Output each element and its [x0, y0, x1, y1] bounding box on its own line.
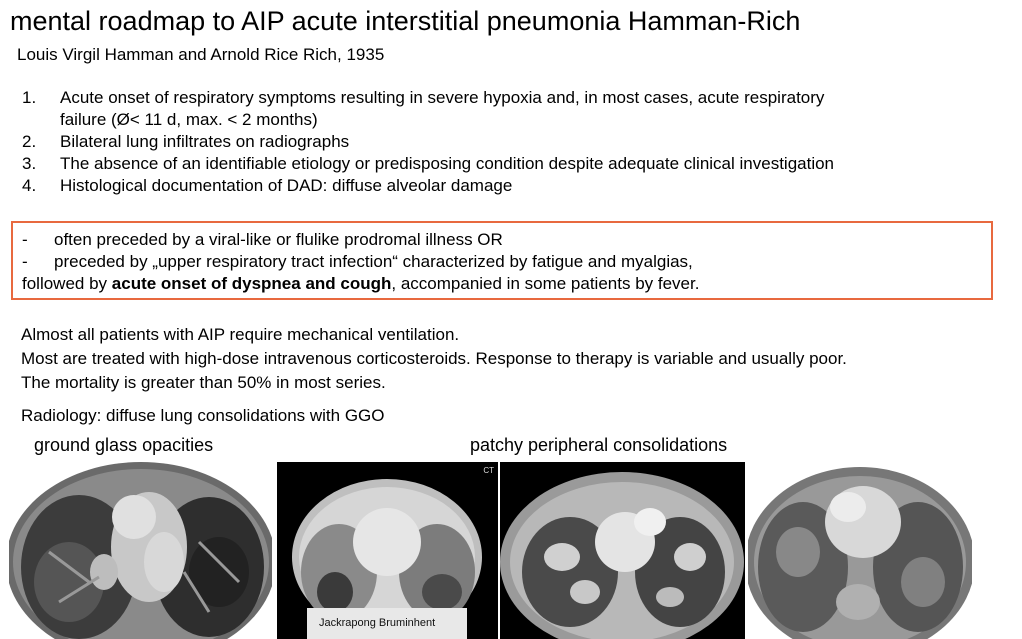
ct-image-diffuse-opacities — [748, 462, 972, 639]
ct-scan-graphic — [9, 462, 272, 639]
paragraph-line: Most are treated with high-dose intravenous corticosteroids. Response to therapy is variable and usually poor. — [21, 349, 847, 368]
list-number: 3. — [22, 154, 37, 173]
list-item — [22, 153, 834, 175]
dash-marker: - — [22, 252, 28, 271]
list-number: 4. — [22, 176, 37, 195]
caption-ground-glass: ground glass opacities — [34, 435, 214, 455]
list-item — [22, 87, 834, 131]
ct-image-ground-glass — [9, 462, 272, 639]
box-summary-bold: acute onset of dyspnea and cough — [111, 274, 392, 293]
ct-scan-graphic — [277, 462, 498, 639]
ct-scan-graphic — [748, 462, 972, 639]
ct-label: CT — [483, 466, 494, 475]
list-item-continuation: failure (Ø< 11 d, max. < 2 months) — [60, 110, 318, 129]
list-number: 2. — [22, 132, 37, 151]
box-summary-suffix: , accompanied in some patients by fever. — [391, 274, 700, 293]
list-item — [22, 131, 834, 153]
ct-image-bruminhent — [277, 462, 498, 639]
prodrome-box — [11, 221, 993, 300]
list-item-text: Bilateral lung infiltrates on radiographs — [60, 132, 350, 151]
dash-marker: - — [22, 230, 28, 249]
box-bullet — [22, 251, 991, 273]
image-credit: Jackrapong Bruminhent — [319, 617, 436, 629]
criteria-list — [22, 87, 834, 197]
page-title: mental roadmap to AIP acute interstitial pneumonia Hamman-Rich — [10, 6, 801, 36]
radiology-heading: Radiology: diffuse lung consolidations with GGO — [21, 406, 385, 425]
paragraph-line: Almost all patients with AIP require mechanical ventilation. — [21, 325, 460, 344]
list-item — [22, 175, 834, 197]
paragraph-line: The mortality is greater than 50% in most series. — [21, 373, 386, 392]
box-bullet-text: preceded by „upper respiratory tract infection“ characterized by fatigue and myalgias, — [54, 252, 693, 271]
box-summary-line — [22, 273, 991, 295]
list-item-text: The absence of an identifiable etiology or predisposing condition despite adequate clinical investigation — [60, 154, 835, 173]
ct-image-peripheral-consolidation — [500, 462, 745, 639]
treatment-paragraph — [21, 323, 847, 395]
box-bullet — [22, 229, 991, 251]
box-bullet-text: often preceded by a viral-like or flulike prodromal illness OR — [54, 230, 503, 249]
box-summary-prefix: followed by — [22, 274, 112, 293]
list-number: 1. — [22, 88, 37, 107]
ct-scan-graphic — [500, 462, 745, 639]
list-item-text: Histological documentation of DAD: diffuse alveolar damage — [60, 176, 513, 195]
subtitle: Louis Virgil Hamman and Arnold Rice Rich, 1935 — [17, 45, 385, 64]
caption-patchy-consolidations: patchy peripheral consolidations — [470, 435, 728, 455]
list-item-text: Acute onset of respiratory symptoms resulting in severe hypoxia and, in most cases, acute respiratory — [60, 88, 825, 107]
